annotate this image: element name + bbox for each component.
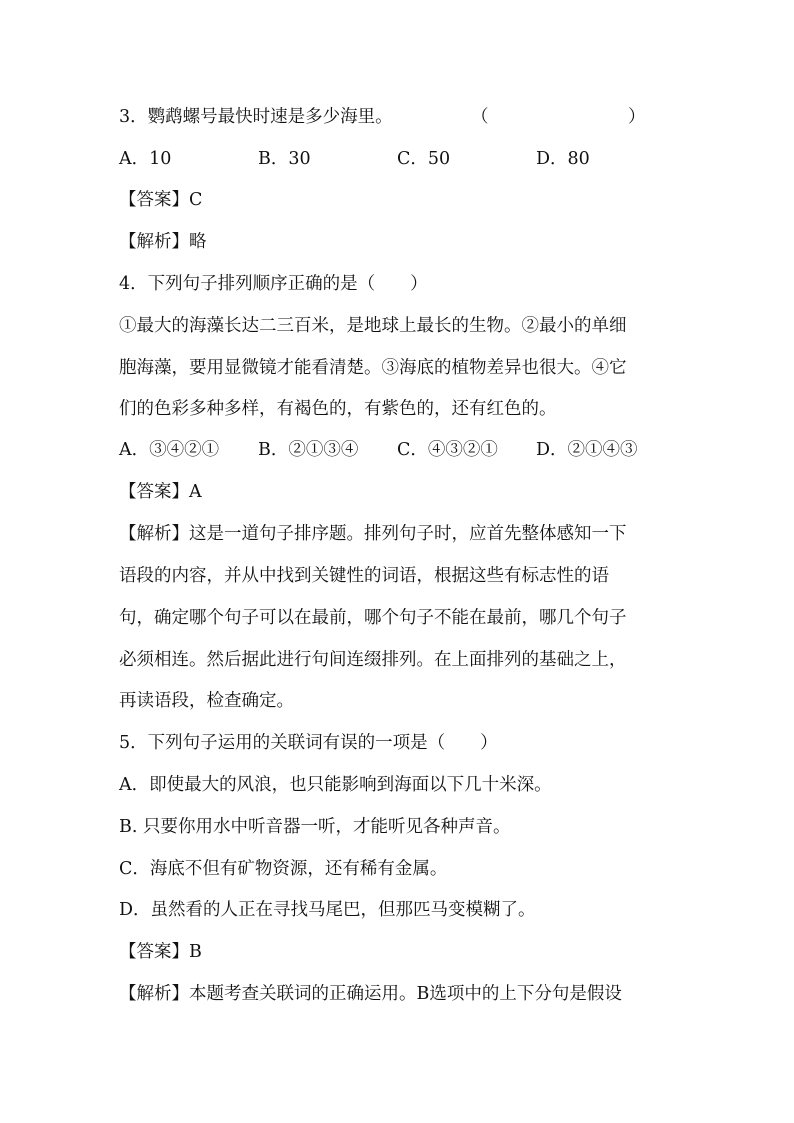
- q3-analysis: 【解析】略: [119, 232, 207, 252]
- q4-analysis-line-2: 语段的内容，并从中找到关键性的词语，根据这些有标志性的语: [119, 566, 609, 586]
- q3-answer: 【答案】C: [119, 190, 203, 210]
- q5-option-b: B. 只要你用水中听音器一听，才能听见各种声音。: [119, 817, 511, 837]
- q3-option-c: C．50: [397, 149, 451, 169]
- q4-option-b: B．②①③④: [258, 440, 359, 460]
- q4-analysis-line-5: 再读语段，检查确定。: [119, 691, 294, 711]
- q4-passage-line-2: 胞海藻，要用显微镜才能看清楚。③海底的植物差异也很大。④它: [119, 358, 627, 378]
- q4-stem: 4．下列句子排列顺序正确的是（ ）: [119, 274, 428, 294]
- q5-option-d: D．虽然看的人正在寻找马尾巴，但那匹马变模糊了。: [119, 900, 536, 920]
- q3-paren-close: ）: [628, 107, 646, 127]
- q3-paren-open: （: [471, 107, 489, 127]
- q5-analysis: 【解析】本题考查关联词的正确运用。B选项中的上下分句是假设: [119, 984, 622, 1004]
- q5-option-a: A．即使最大的风浪，也只能影响到海面以下几十米深。: [119, 775, 552, 795]
- q5-stem: 5．下列句子运用的关联词有误的一项是（ ）: [119, 733, 498, 753]
- q4-analysis-line-1: 【解析】这是一道句子排序题。排列句子时，应首先整体感知一下: [119, 524, 627, 544]
- q5-answer: 【答案】B: [119, 942, 202, 962]
- q3-options: [119, 147, 590, 171]
- q4-option-c: C．④③②①: [397, 440, 498, 460]
- q3-option-d: D．80: [536, 149, 590, 169]
- q4-option-d: D．②①④③: [536, 440, 638, 460]
- q4-passage-line-3: 们的色彩多种多样，有褐色的，有紫色的，还有红色的。: [119, 399, 557, 419]
- q3-option-b: B．30: [258, 149, 311, 169]
- q4-options: [119, 438, 638, 462]
- q5-option-c: C．海底不但有矿物资源，还有稀有金属。: [119, 859, 448, 879]
- q4-answer: 【答案】A: [119, 482, 202, 502]
- q4-passage-line-1: ①最大的海藻长达二三百米，是地球上最长的生物。②最小的单细: [119, 316, 627, 336]
- q4-analysis-line-3: 句，确定哪个句子可以在最前，哪个句子不能在最前，哪几个句子: [119, 608, 627, 628]
- q4-option-a: A．③④②①: [119, 440, 220, 460]
- q3-stem-line: [119, 105, 393, 129]
- q3-stem: 3．鹦鹉螺号最快时速是多少海里。: [119, 107, 393, 127]
- q3-option-a: A．10: [119, 149, 172, 169]
- q4-analysis-line-4: 必须相连。然后据此进行句间连缀排列。在上面排列的基础之上，: [119, 650, 627, 670]
